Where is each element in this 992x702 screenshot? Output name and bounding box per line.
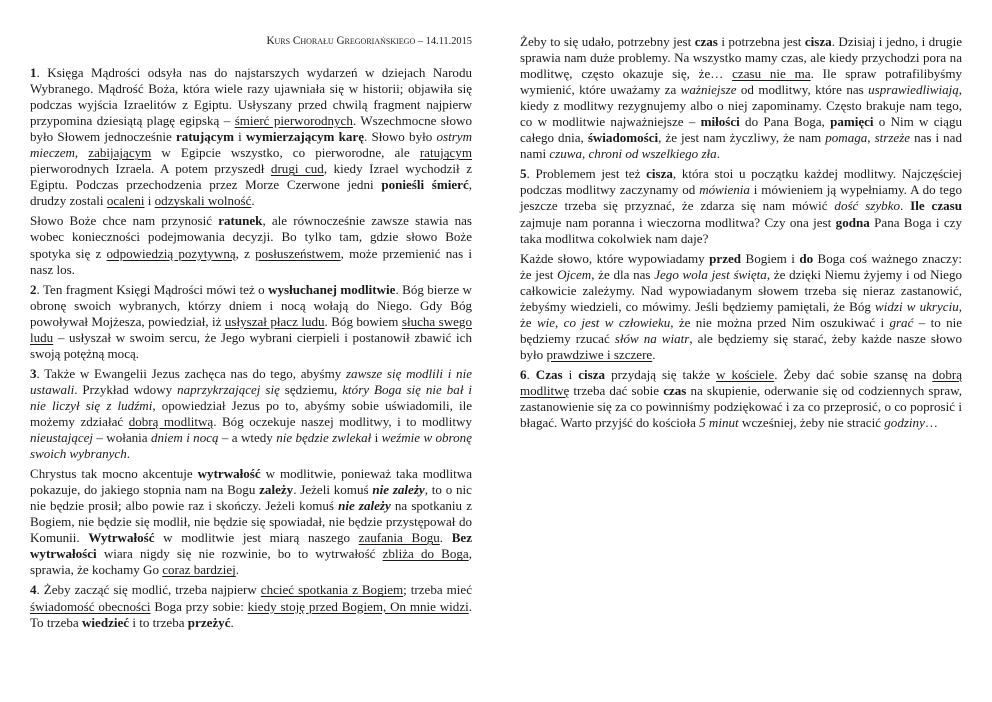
paragraph: 2. Ten fragment Księgi Mądrości mówi też o wysłuchanej modlitwie. Bóg bierze w obronę swoich wybranych, którzy dniem i nocą wołają do Niego. Gdy Bóg powoływał Mojżesza, powiedział, iż usłyszał płacz ludu. Bóg bowiem słucha swego ludu – usłyszał w swoim sercu, że Jego wybrani cierpieli i postanowił zbawić ich swoją potężną mocą. [30, 281, 472, 361]
emphasis-text: odzyskali wolność [154, 193, 252, 209]
left-body [30, 65, 472, 635]
emphasis-text: Ile czasu [910, 198, 962, 214]
emphasis-text: przeżyć [187, 614, 231, 630]
page-header [266, 33, 472, 50]
emphasis-text: czas [663, 382, 687, 398]
emphasis-text: 2 [30, 281, 37, 297]
emphasis-text: grać [889, 314, 914, 330]
emphasis-text: ważniejsze [680, 82, 737, 98]
emphasis-text: Wytrwałość [88, 530, 155, 546]
emphasis-text: 3 [30, 365, 37, 381]
emphasis-text: słucha swego ludu [30, 313, 472, 345]
emphasis-text: wytrwałość [197, 466, 261, 482]
emphasis-text: dość szybko [834, 198, 901, 214]
paragraph: 6. Czas i cisza przydają się także w kościele. Żeby dać sobie szansę na dobrą modlitwę trzeba dać sobie czas na skupienie, oderwanie się od codziennych spraw, zastanowienie się za co powinniśmy podziękować i za co przeprosić, o co poprosić i błagać. Warto przyjść do kościoła 5 minut wcześniej, żeby nie stracić godziny… [520, 366, 962, 431]
emphasis-text: Czas [535, 366, 563, 382]
emphasis-text: który Boga się nie bał i nie liczył się z ludźmi [30, 381, 472, 413]
emphasis-text: posłuszeństwem [255, 245, 341, 261]
emphasis-text: 4 [30, 582, 37, 598]
emphasis-text: czasu nie ma [732, 66, 811, 82]
emphasis-text: ostrym mieczem [30, 129, 472, 161]
emphasis-text: czas [694, 34, 718, 49]
emphasis-text: coraz bardziej [162, 562, 236, 578]
emphasis-text: naprzykrzającej się [177, 381, 280, 397]
emphasis-text: mówienia [699, 182, 750, 198]
emphasis-text: weźmie w obronę swoich wybranych [30, 430, 472, 462]
emphasis-text: czuwa [549, 146, 582, 162]
header-date: – 14.11.2015 [415, 36, 472, 47]
emphasis-text: widzi w ukryciu [875, 298, 959, 314]
emphasis-text: przed [709, 250, 742, 266]
emphasis-text: słów na wiatr [614, 330, 690, 346]
emphasis-text: chcieć spotkania z Bogiem [260, 582, 404, 598]
emphasis-text: nie zależy [338, 498, 391, 514]
paragraph: 5. Problemem jest też cisza, która stoi u początku każdej modlitwy. Najczęściej podczas modlitwy zaczynamy od mówienia i mówieniem ją wypełniamy. A do tego jeszcze trzeba się przyznać, że zdarza się nam mówić dość szybko. Ile czasu zajmuje nam poranna i wieczorna modlitwa? Czy ona jest godna Pana Boga i czy taka modlitwa cokolwiek nam daje? [520, 166, 963, 246]
emphasis-text: ratującym [419, 145, 472, 161]
emphasis-text: w kościele [716, 366, 775, 382]
emphasis-text: 1 [30, 65, 37, 80]
emphasis-text: zależy [259, 482, 294, 498]
emphasis-text: zabijającym [88, 145, 152, 161]
emphasis-text: ocaleni [106, 193, 145, 209]
emphasis-text: zaufania Bogu [358, 530, 440, 546]
emphasis-text: drugi cud [270, 161, 324, 177]
paragraph: Żeby to się udało, potrzebny jest czas i potrzebna jest cisza. Dzisiaj i jedno, i drugie sprawia nam duże problemy. Na wszystko mamy czas, ale kiedy przychodzi pora na modlitwę, często okazuje się, że… czasu nie ma. Ile spraw potrafilibyśmy wymienić, które uważamy za ważniejsze od modlitwy, które nas usprawiedliwiają, kiedy z modlitwy rezygnujemy albo o niej zapominamy. Często brakuje nam tego, co w modlitwie najważniejsze – miłości do Pana Boga, pamięci o Nim w ciągu całego dnia, świadomości, że jest nam życzliwy, że nam pomaga, strzeże nas i nad nami czuwa, chroni od wszelkiego zła. [520, 34, 963, 162]
emphasis-text: cisza [804, 34, 832, 49]
emphasis-text: pomaga [825, 130, 868, 146]
emphasis-text: 5 [520, 166, 527, 182]
emphasis-text: cisza [578, 366, 606, 382]
course-name: Kurs Chorału Gregoriańskiego [266, 35, 416, 47]
emphasis-text: nieustającej [30, 430, 94, 446]
paragraph: Chrystus tak mocno akcentuje wytrwałość w modlitwie, ponieważ taka modlitwa pokazuje, do jakiego stopnia nam na Bogu zależy. Jeżeli komuś nie zależy, to o nic nie będzie prosił; albo powie raz i skończy. Jeżeli komuś nie zależy na spotkaniu z Bogiem, nie będzie się modlił, nie będzie się spowiadał, nie będzie przystępował do Komunii. Wytrwałość w modlitwie jest miarą naszego zaufania Bogu. Bez wytrwałości wiara nigdy się nie rozwinie, bo to wytrwałość zbliża do Boga, sprawia, że kochamy Go coraz bardziej. [30, 466, 473, 578]
emphasis-text: chroni od wszelkiego zła [588, 146, 717, 162]
emphasis-text: Bez wytrwałości [30, 530, 473, 562]
emphasis-text: świadomości [587, 130, 659, 146]
emphasis-text: usłyszał płacz ludu [224, 313, 325, 329]
emphasis-text: kiedy stoję przed Bogiem, On mnie widzi [247, 598, 469, 614]
emphasis-text: prawdziwe i szczere [546, 346, 653, 362]
emphasis-text: dobrą modlitwę [520, 366, 962, 398]
emphasis-text: 5 minut [699, 415, 739, 431]
paragraph: 1. Księga Mądrości odsyła nas do najstarszych wydarzeń w dziejach Narodu Wybranego. Mądrość Boża, która wiele razy ujawniała się w historii; objawiła się podczas wyjścia Izraelitów z Egiptu. Usłyszany przed chwilą fragment najpierw przypomina dziesiątą plagę egipską – śmierć pierworodnych. Wszechmocne słowo było Słowem jednocześnie ratującym i wymierzającym karę. Słowo było ostrym mieczem, zabijającym w Egipcie wszystko, co pierworodne, ale ratującym pierworodnych Izraela. A potem przyszedł drugi cud, kiedy Izrael wychodził z Egiptu. Podczas przechodzenia przez Morze Czerwone jedni ponieśli śmierć, drudzy zostali ocaleni i odzyskali wolność. [30, 65, 472, 209]
emphasis-text: cisza [646, 166, 673, 182]
emphasis-text: godziny [884, 415, 925, 431]
emphasis-text: ponieśli śmierć [381, 177, 469, 193]
emphasis-text: świadomość obecności [30, 598, 151, 614]
right-body [520, 34, 962, 435]
emphasis-text: miłości [700, 114, 740, 130]
emphasis-text: wiedzieć [81, 614, 130, 630]
emphasis-text: odpowiedzią pozytywną [106, 245, 236, 261]
emphasis-text: wie, co jest w człowieku [536, 314, 671, 330]
emphasis-text: Ojcem [557, 266, 592, 282]
emphasis-text: pamięci [830, 114, 874, 130]
emphasis-text: dobrą modlitwą [128, 413, 214, 429]
emphasis-text: zawsze się modlili i nie ustawali [30, 365, 472, 397]
emphasis-text: zbliża do Boga [382, 546, 469, 562]
paragraph: 4. Żeby zacząć się modlić, trzeba najpierw chcieć spotkania z Bogiem; trzeba mieć świadomość obecności Boga przy sobie: kiedy stoję przed Bogiem, On mnie widzi. To trzeba wiedzieć i to trzeba przeżyć. [30, 582, 473, 630]
emphasis-text: nie będzie zwlekał [276, 430, 372, 446]
paragraph: Słowo Boże chce nam przynosić ratunek, ale równocześnie zawsze stawia nas wobec konieczności podejmowania decyzji. Bo tylko tam, gdzie słowo Boże spotyka się z odpowiedzią pozytywną, z posłuszeństwem, może przemienić nas i nasz los. [30, 213, 472, 277]
emphasis-text: wymierzającym karę [246, 129, 364, 145]
emphasis-text: wysłuchanej modlitwie [268, 281, 396, 297]
paragraph: 3. Także w Ewangelii Jezus zachęca nas do tego, abyśmy zawsze się modlili i nie ustawali. Przykład wdowy naprzykrzającej się sędziemu, który Boga się nie bał i nie liczył się z ludźmi, opowiedział Jezus po to, abyśmy sobie uświadomili, ile możemy zdziałać dobrą modlitwą. Bóg oczekuje naszej modlitwy, i to modlitwy nieustającej – wołania dniem i nocą – a wtedy nie będzie zwlekał i weźmie w obronę swoich wybranych. [30, 365, 473, 462]
emphasis-text: nie zależy [372, 482, 425, 498]
emphasis-text: do [799, 250, 814, 266]
emphasis-text: godna [835, 214, 870, 230]
emphasis-text: Jego wola jest święta [654, 266, 767, 282]
emphasis-text: strzeże [874, 130, 911, 146]
emphasis-text: ratunek [218, 213, 263, 229]
emphasis-text: śmierć pierworodnych [234, 113, 353, 129]
paragraph: Każde słowo, które wypowiadamy przed Bogiem i do Boga coś ważnego znaczy: że jest Ojcem, że dla nas Jego wola jest święta, że dzięki Niemu żyjemy i od Niego całkowicie zależymy. Nad wypowiadanym słowem trzeba się nieraz zastanowić, żebyśmy wiedzieli, co mówimy. Jeśli będziemy pamiętali, że Bóg widzi w ukryciu, że wie, co jest w człowieku, że nie można przed Nim oszukiwać i grać – to nie będziemy rzucać słów na wiatr, ale będziemy się starać, żeby każde nasze słowo było prawdziwe i szczere. [520, 250, 963, 362]
emphasis-text: dniem i nocą [150, 430, 219, 446]
emphasis-text: usprawiedliwiają [868, 82, 959, 98]
emphasis-text: 6 [520, 366, 527, 382]
emphasis-text: ratującym [176, 129, 234, 145]
